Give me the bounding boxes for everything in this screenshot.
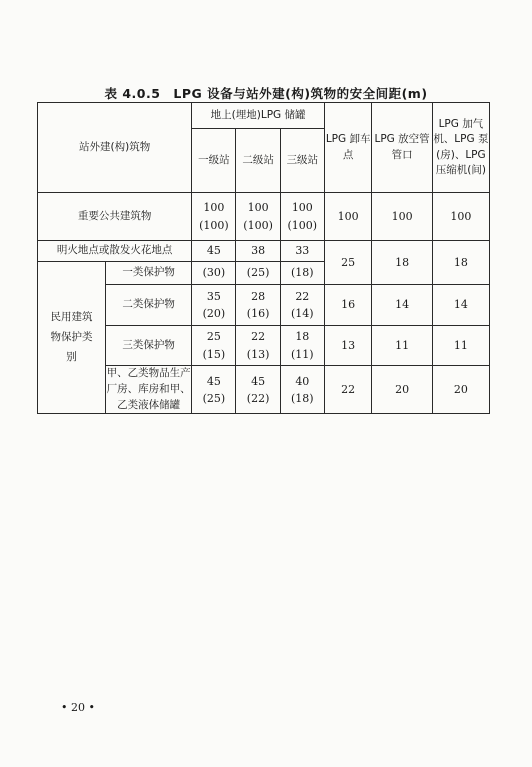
cell-value: 100: [247, 201, 269, 215]
header-level-2: 二级站: [236, 129, 280, 193]
table-title: 表 4.0.5 LPG 设备与站外建(构)筑物的安全间距(m): [104, 86, 428, 101]
header-object: 站外建(构)筑物: [38, 103, 192, 193]
cell-buried: (25): [236, 262, 280, 285]
cell-buried: (100): [243, 218, 273, 232]
page-number: • 20 •: [61, 701, 95, 714]
header-level-1: 一级站: [192, 129, 236, 193]
cell-vent: 20: [372, 366, 432, 414]
cell-buried: (15): [202, 347, 226, 361]
cell-unload: 25: [324, 241, 371, 285]
cell-value: 40: [295, 374, 310, 388]
table-row: [38, 366, 490, 414]
header-equipment: LPG 加气机、LPG 泵(房)、LPG 压缩机(间): [432, 103, 489, 193]
cell-value: 100: [291, 201, 313, 215]
cell-buried: (20): [202, 307, 226, 320]
cell-unload: 16: [324, 285, 371, 326]
civil-group-label: 民用建筑物保护类别: [38, 262, 106, 414]
cell-vent: 14: [372, 285, 432, 326]
cell-equipment: 14: [432, 285, 489, 326]
cell-value: 38: [236, 241, 280, 262]
cell-value: 35: [206, 289, 221, 303]
header-tank-group: 地上(埋地)LPG 储罐: [192, 103, 325, 129]
cell-buried: (18): [280, 262, 324, 285]
table-row: [38, 285, 490, 326]
cell-value: 33: [280, 241, 324, 262]
table-row: [38, 193, 490, 241]
cell-buried: (13): [246, 347, 270, 361]
header-vent-pipe: LPG 放空管管口: [372, 103, 432, 193]
row-name: 二类保护物: [105, 285, 191, 326]
cell-equipment: 20: [432, 366, 489, 414]
cell-buried: (25): [202, 391, 226, 405]
cell-buried: (100): [287, 218, 318, 232]
cell-buried: (16): [246, 307, 270, 320]
row-name: 甲、乙类物品生产厂房、库房和甲、乙类液体储罐: [105, 366, 191, 414]
cell-buried: (100): [199, 218, 229, 232]
row-name: 三类保护物: [105, 326, 191, 366]
cell-equipment: 11: [432, 326, 489, 366]
cell-buried: (18): [291, 391, 314, 405]
cell-value: 22: [251, 330, 266, 344]
cell-value: 28: [251, 289, 266, 303]
cell-value: 45: [192, 241, 236, 262]
cell-equipment: 100: [432, 193, 489, 241]
cell-vent: 100: [372, 193, 432, 241]
row-name: 一类保护物: [105, 262, 191, 285]
table-row: [38, 241, 490, 262]
cell-unload: 100: [324, 193, 371, 241]
cell-value: 25: [206, 330, 221, 344]
cell-value: 45: [206, 374, 221, 388]
cell-value: 22: [295, 289, 310, 303]
cell-unload: 22: [324, 366, 371, 414]
cell-value: 45: [251, 374, 266, 388]
table-row: [38, 326, 490, 366]
cell-unload: 13: [324, 326, 371, 366]
cell-equipment: 18: [432, 241, 489, 285]
cell-value: 100: [203, 201, 225, 215]
row-name: 明火地点或散发火花地点: [38, 241, 192, 262]
cell-vent: 11: [372, 326, 432, 366]
header-unload-point: LPG 卸车点: [324, 103, 371, 193]
cell-vent: 18: [372, 241, 432, 285]
cell-value: 18: [295, 330, 310, 344]
header-level-3: 三级站: [280, 129, 324, 193]
cell-buried: (30): [192, 262, 236, 285]
cell-buried: (11): [291, 347, 314, 361]
cell-buried: (22): [246, 391, 270, 405]
safety-distance-table: [37, 102, 490, 414]
row-name: 重要公共建筑物: [38, 193, 192, 241]
cell-buried: (14): [291, 307, 314, 320]
